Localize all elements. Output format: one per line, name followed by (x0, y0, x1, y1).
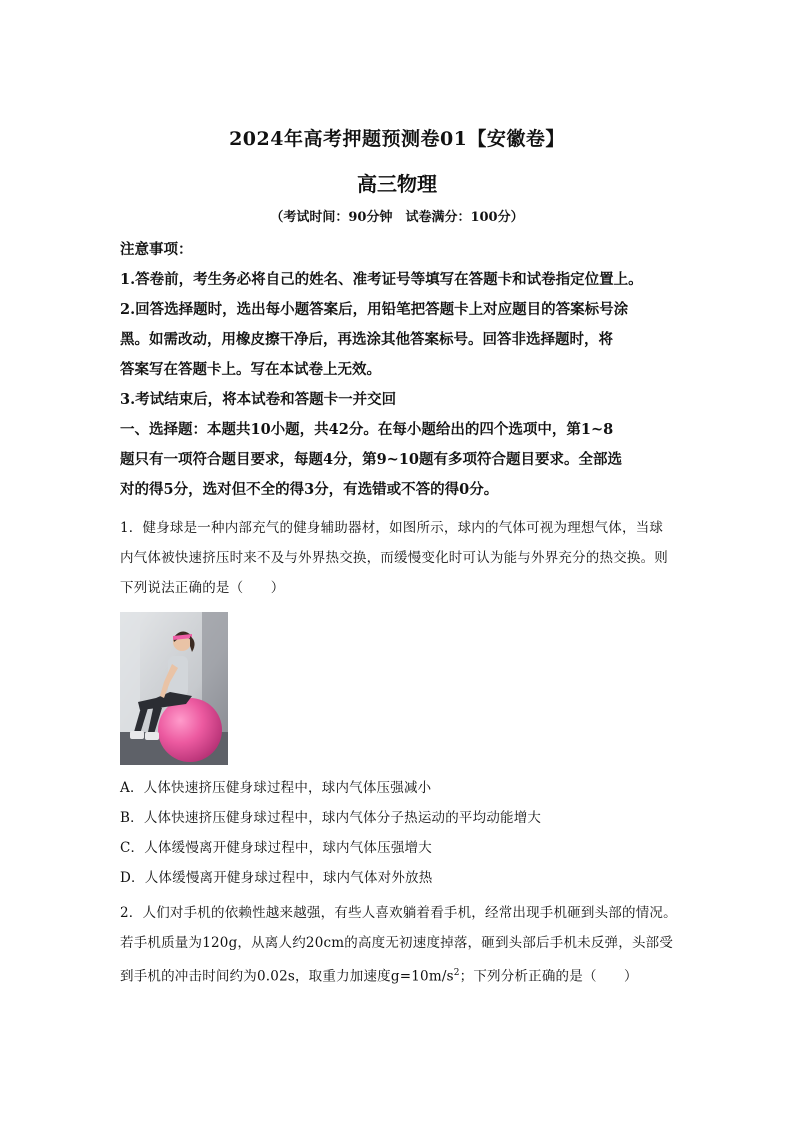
fitness-ball-photo (120, 612, 228, 765)
section-heading-line: 对的得5分，选对但不全的得3分，有选错或不答的得0分。 (120, 481, 499, 498)
question-2-stem (120, 898, 710, 992)
exam-title: 2024年高考押题预测卷01【安徽卷】 (229, 128, 565, 150)
question-1-options (120, 773, 710, 893)
question-line: 1．健身球是一种内部充气的健身辅助器材，如图所示，球内的气体可视为理想气体，当球 (120, 520, 664, 536)
exponent: 2 (453, 968, 460, 978)
notes-item: 3.考试结束后，将本试卷和答题卡一并交回 (120, 391, 397, 408)
section-heading-line: 一、选择题：本题共10小题，共42分。在每小题给出的四个选项中，第1~8 (120, 421, 614, 438)
notes-item: 答案写在答题卡上。写在本试卷上无效。 (120, 361, 381, 378)
question-line: 内气体被快速挤压时来不及与外界热交换，而缓慢变化时可认为能与外界充分的热交换。则 (120, 550, 668, 566)
exam-info: （考试时间：90分钟 试卷满分：100分） (270, 210, 524, 225)
question-line: 下列说法正确的是（ ） (120, 580, 285, 596)
notes-section (120, 235, 690, 505)
question-text: 到手机的冲击时间约为0.02s，取重力加速度g=10m/s (120, 968, 454, 985)
question-line (120, 958, 710, 992)
notes-heading: 注意事项： (120, 241, 193, 258)
section-heading-line: 题只有一项符合题目要求，每题4分，第9~10题有多项符合题目要求。全部选 (120, 451, 623, 468)
option-b: B．人体快速挤压健身球过程中，球内气体分子热运动的平均动能增大 (120, 810, 542, 826)
question-line: 2．人们对手机的依赖性越来越强，有些人喜欢躺着看手机，经常出现手机砸到头部的情况。 (120, 905, 677, 921)
option-c: C．人体缓慢离开健身球过程中，球内气体压强增大 (120, 840, 432, 856)
notes-item: 2.回答选择题时，选出每小题答案后，用铅笔把答题卡上对应题目的答案标号涂 (120, 301, 629, 318)
question-text: ；下列分析正确的是（ ） (459, 968, 638, 985)
notes-item: 1.答卷前，考生务必将自己的姓名、准考证号等填写在答题卡和试卷指定位置上。 (120, 271, 643, 288)
option-d: D．人体缓慢离开健身球过程中，球内气体对外放热 (120, 870, 433, 886)
question-1-stem (120, 513, 710, 603)
question-line: 若手机质量为120g，从离人约20cm的高度无初速度掉落，砸到头部后手机未反弹，头部受 (120, 935, 674, 951)
option-a: A．人体快速挤压健身球过程中，球内气体压强减小 (120, 780, 432, 796)
notes-item: 黑。如需改动，用橡皮擦干净后，再选涂其他答案标号。回答非选择题时，将 (120, 331, 613, 348)
exam-subject: 高三物理 (357, 172, 437, 196)
